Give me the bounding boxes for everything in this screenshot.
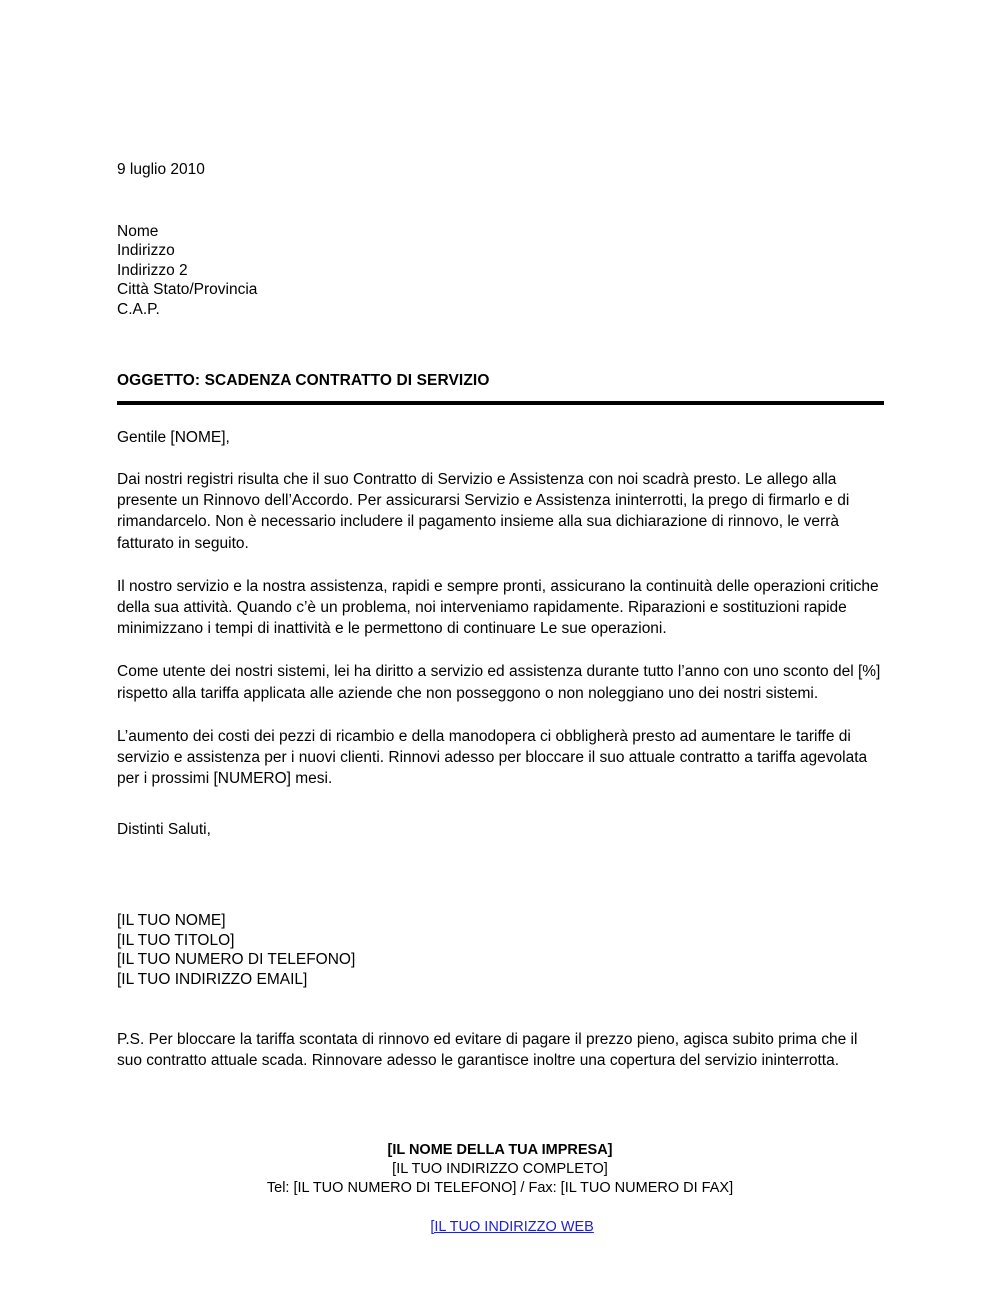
subject-section bbox=[117, 371, 884, 405]
recipient-address-block bbox=[117, 222, 884, 319]
signature-email: [IL TUO INDIRIZZO EMAIL] bbox=[117, 970, 308, 988]
recipient-name: Nome bbox=[117, 223, 159, 240]
body-paragraph-3: Come utente dei nostri sistemi, lei ha diritto a servizio ed assistenza durante tutto l’anno con uno sconto del [%] rispetto alla tariffa applicata alle aziende che non posseggono o non noleggiano uno dei nostri sistemi. bbox=[117, 663, 881, 702]
recipient-city-state: Città Stato/Provincia bbox=[117, 281, 258, 299]
body-paragraph-1: Dai nostri registri risulta che il suo Contratto di Servizio e Assistenza con noi scadrà presto. Le allego alla presente un Rinnovo dell’Accordo. Per assicurarsi Servizio e Assistenza ininterrotti, la prego di firmarlo e di rimandarcelo. Non è necessario includere il pagamento insieme alla sua dichiarazione di rinnovo, le verrà fatturato in seguito. bbox=[117, 471, 850, 552]
signature-block bbox=[117, 911, 884, 989]
footer-website-link[interactable]: [IL TUO INDIRIZZO WEB bbox=[430, 1218, 594, 1235]
footer-company-name: [IL NOME DELLA TUA IMPRESA] bbox=[387, 1142, 613, 1158]
closing-salutation: Distinti Saluti, bbox=[117, 821, 211, 839]
body-paragraph-2: Il nostro servizio e la nostra assistenza, rapidi e sempre pronti, assicurano la continuità delle operazioni critiche della sua attività. Quando c’è un problema, noi interveniamo rapidamente. Riparazioni e sostituzioni rapide minimizzano i tempi di inattività e le permettono di continuare Le sue operazioni. bbox=[117, 577, 879, 638]
subject-heading: OGGETTO: SCADENZA CONTRATTO DI SERVIZIO bbox=[117, 372, 490, 390]
horizontal-rule bbox=[117, 401, 884, 405]
footer-address: [IL TUO INDIRIZZO COMPLETO] bbox=[392, 1161, 608, 1178]
letter-date: 9 luglio 2010 bbox=[117, 161, 205, 178]
footer-contact: Tel: [IL TUO NUMERO DI TELEFONO] / Fax: [IL TUO NUMERO DI FAX] bbox=[266, 1180, 734, 1197]
recipient-address-2: Indirizzo 2 bbox=[117, 261, 188, 279]
salutation: Gentile [NOME], bbox=[117, 429, 230, 447]
footer-weblink-row bbox=[0, 1199, 1000, 1257]
recipient-postal-code: C.A.P. bbox=[117, 300, 160, 318]
body-paragraph-4: L’aumento dei costi dei pezzi di ricambio e della manodopera ci obbligherà presto ad aumentare le tariffe di servizio e assistenza per i nuovi clienti. Rinnovi adesso per bloccare il suo attuale contratto a tariffa agevolata per i prossimi [NUMERO] mesi. bbox=[117, 727, 868, 788]
signature-name: [IL TUO NOME] bbox=[117, 912, 226, 930]
signature-title: [IL TUO TITOLO] bbox=[117, 931, 235, 949]
letter-content bbox=[117, 160, 884, 1072]
recipient-address-1: Indirizzo bbox=[117, 242, 175, 260]
signature-phone: [IL TUO NUMERO DI TELEFONO] bbox=[117, 951, 356, 969]
postscript-paragraph: P.S. Per bloccare la tariffa scontata di rinnovo ed evitare di pagare il prezzo pieno, agisca subito prima che il suo contratto attuale scada. Rinnovare adesso le garantisce inoltre una copertura del servizio ininterrotta. bbox=[117, 1031, 858, 1070]
page-footer bbox=[0, 1141, 1000, 1256]
